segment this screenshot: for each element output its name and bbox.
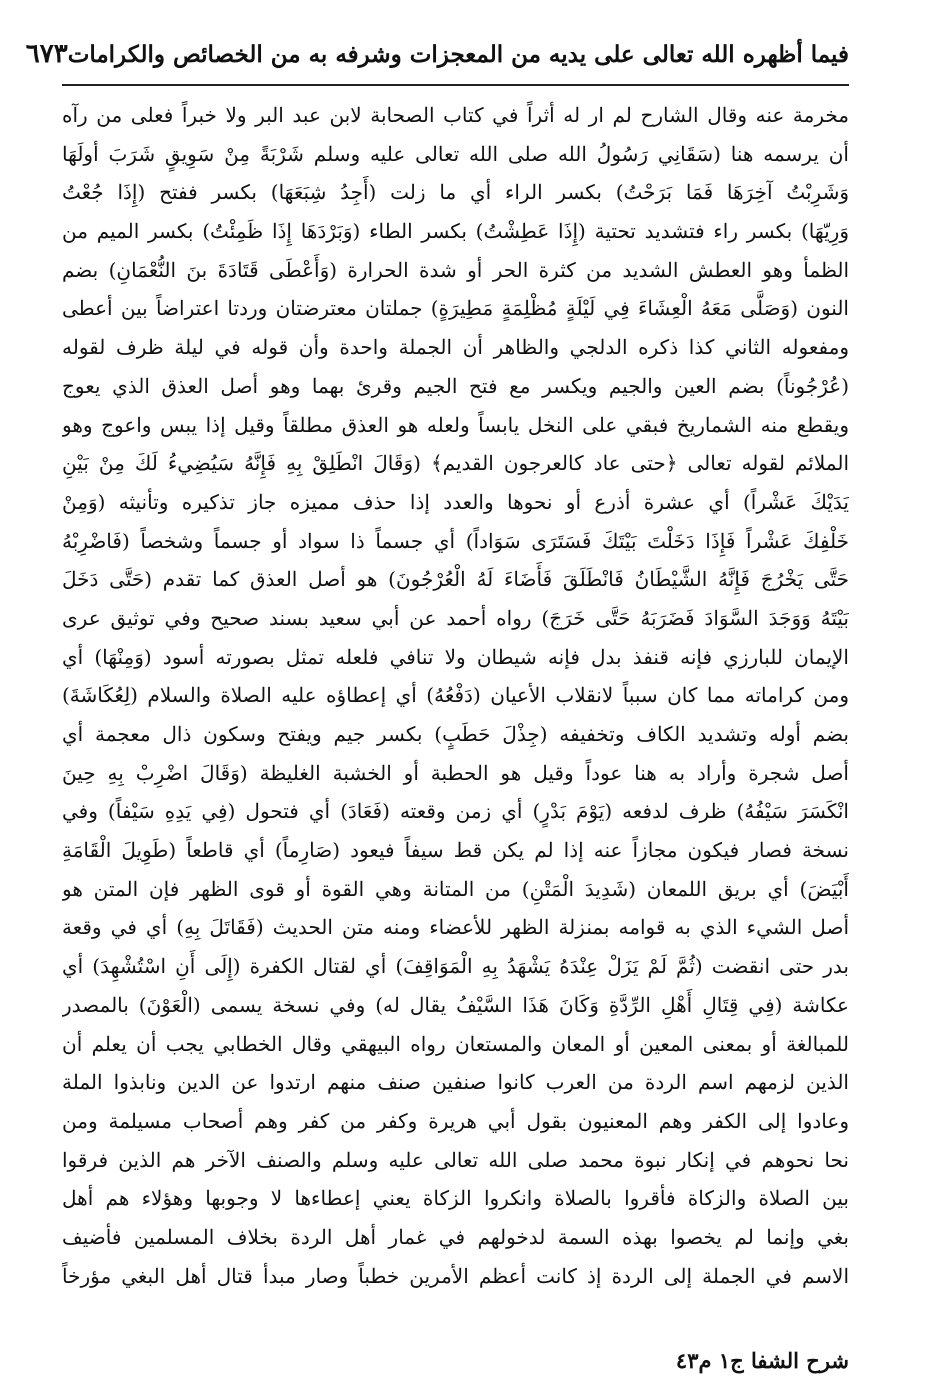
- text-line: النون (وَصَلَّى مَعَهُ الْعِشَاءَ فِي لَيْلَةٍ مُظْلِمَةٍ مَطِيرَةٍ) جملتان معترضتان وردتا اعتراضاً بين أعطى: [62, 296, 849, 321]
- text-line: الذين لزمهم اسم الردة من العرب كانوا صنفين صنف منهم ارتدوا عن الدين ونابذوا الملة: [62, 1070, 849, 1095]
- text-line: (عُرْجُوناً) بضم العين والجيم ويكسر مع فتح الجيم وقرئ بهما وهو أصل العذق الذي يعوج: [62, 373, 849, 398]
- text-line: بضم أوله وتشديد الكاف وتخفيفه (جِذْلَ حَطَبٍ) بكسر جيم ويفتح وسكون ذال معجمة أي: [62, 722, 849, 746]
- text-line: يَدَيْكَ عَشْراً) أي عشرة أذرع أو نحوها والعدد إذا حذف مميزه جاز تذكيره وتأنيثه (وَمِنْ: [62, 489, 849, 514]
- body-text: [62, 96, 849, 1295]
- text-line: وَرِيّهَا) بكسر راء فتشديد تحتية (إِذَا عَطِشْتُ) بكسر الطاء (وَبَرْدَهَا إِذَا ظَمِئْتُ) بكسر الميم من: [62, 219, 849, 244]
- text-line: بَيْتَهُ وَوَجَدَ السَّوَادَ فَضَرَبَهُ حَتَّى خَرَجَ) رواه أحمد عن أبي سعيد بسند صحيح وفي توثيق عرى: [62, 605, 849, 630]
- text-line: أَبْيَضَ) أي بريق اللمعان (شَدِيدَ الْمَتْنِ) من المتانة وهي القوة أو قوى الظهر فإن المتن هو: [62, 876, 849, 901]
- text-line: للمبالغة أو بمعنى المعين أو المعان والمستعان رواه البيهقي وقال الخطابي يجب أن يعلم أن: [62, 1031, 849, 1056]
- page-number: ٦٧٣: [25, 39, 68, 69]
- text-line: وعادوا إلى الكفر وهم المعنيون بقول أبي هريرة وكفر من كفر وهم أصحاب مسيلمة ومن: [62, 1108, 849, 1133]
- text-line: انْكَسَرَ سَيْفُهُ) ظرف لدفعه (يَوْمَ بَدْرٍ) أي زمن وقعته (فَعَادَ) أي فتحول (فِي يَدِهِ سَيْفاً) وفي: [62, 799, 849, 824]
- text-line: وَشَرِبْتُ آخِرَهَا فَمَا بَرَحْتُ) بكسر الراء أي ما زلت (أَجِدُ شِبَعَهَا) بكسر ففتح (إِذَا جُعْتُ: [62, 180, 849, 205]
- text-line: الاسم في الجملة إلى الردة إذ كانت أعظم الأمرين خطباً وصار مبدأ قتال أهل البغي مؤرخاً: [62, 1263, 849, 1288]
- text-line: بدر حتى انقضت (ثُمَّ لَمْ يَزَلْ عِنْدَهُ يَشْهَدُ بِهِ الْمَوَاقِفَ) أي لقتال الكفرة (إِلَى أَنِ اسْتُشْهِدَ) أي: [62, 954, 849, 979]
- text-line: الظمأ وهو العطش الشديد من كثرة الحر أو شدة الحرارة (وَأَعْطَى قَتَادَةَ بنَ النُّعْمَانِ) بضم: [62, 257, 849, 282]
- text-line: حَتَّى يَخْرُجَ فَإِنَّهُ الشَّيْطَانُ فَانْطَلَقَ فَأَضَاءَ لَهُ الْعُرْجُونَ) هو أصل العذق كما تقدم (حَتَّى دَخَلَ: [62, 567, 849, 592]
- text-line: أن يرسمه هنا (سَقَانِي رَسُولُ الله صلى الله تعالى عليه وسلم شَرْبَةً مِنْ سَوِيقٍ شَرَبَ أولَهَا: [62, 141, 849, 166]
- text-line: ومفعوله الثاني كذا ذكره الدلجي والظاهر أن الجملة واحدة وأن قوله في ليلة ظرف لقوله: [62, 335, 849, 360]
- text-line: عكاشة (فِي قِتَالِ أَهْلِ الرِّدَّةِ وَكَانَ هَذَا السَّيْفُ يقال له) وفي نسخة يسمى (الْعَوْنَ) بالمصدر: [62, 992, 849, 1017]
- text-line: مخرمة عنه وقال الشارح لم ار له أثراً في كتاب الصحابة لابن عبد البر ولا خبراً فعلى من رآه: [62, 103, 849, 127]
- text-line: بين الصلاة والزكاة فأقروا بالصلاة وانكروا الزكاة يعني إعطاءها لا وجوبها وهؤلاء هم أهل: [62, 1186, 849, 1211]
- signature-mark: شرح الشفا ج١ م٤٣: [675, 1348, 849, 1373]
- text-line: أصل الشيء الذي به قوامه بمنزلة الظهر للأعضاء ومنه متن الحديث (فَقَاتَلَ بِهِ) أي في وقعة: [62, 915, 849, 940]
- text-line: بغي وإنما لم يخصوا بهذه السمة لدخولهم في غمار أهل الردة بخلاف المسلمين فأضيف: [62, 1224, 849, 1249]
- text-line: أصل شجرة وأراد به هنا عوداً وقيل هو الحطبة أو الخشبة الغليظة (وَقَالَ اضْرِبْ بِهِ حِينَ: [62, 760, 849, 785]
- text-line: نسخة فصار فيكون مجازاً عنه إذا لم يكن قط سيفاً فيعود (صَارِماً) أي قاطعاً (طَوِيلَ الْقَامَةِ: [62, 838, 849, 863]
- text-line: خَلْفِكَ عَشْراً فَإِذَا دَخَلْتَ بَيْتَكَ فَسَتَرَى سَوَاداً) أي جسماً ذا سواد أو جسماً وشخصاً (فَاضْرِبْهُ: [62, 528, 849, 553]
- running-title: فيما أظهره الله تعالى على يديه من المعجزات وشرفه به من الخصائص والكرامات: [67, 40, 849, 68]
- text-line: الإيمان للبارزي فإنه قنفذ بدل فإنه شيطان ولا تنافي فلعله تمثل بصورته أسود (وَمِنْهَا) أي: [62, 644, 849, 669]
- text-line: ومن كراماته مما كان سبباً لانقلاب الأعيان (دَفْعُهُ) أي إعطاؤه عليه الصلاة والسلام (لِعُكَاشَةَ): [62, 683, 849, 708]
- header-rule: [62, 84, 849, 86]
- page-header: [25, 30, 849, 78]
- text-line: نحا نحوهم في إنكار نبوة محمد صلى الله تعالى عليه وسلم والصنف الآخر هم الذين فرقوا: [62, 1147, 849, 1172]
- text-line: الملائم لقوله تعالى ﴿حتى عاد كالعرجون القديم﴾ (وَقَالَ انْطَلِقْ بِهِ فَإِنَّهُ سَيُضِيءُ لَكَ مِنْ بَيْنِ: [62, 451, 849, 476]
- text-line: ويقطع منه الشماريخ فبقي على النخل يابساً ولعله هو العذق مطلقاً وقيل إذا يبس واعوج وهو: [62, 412, 849, 437]
